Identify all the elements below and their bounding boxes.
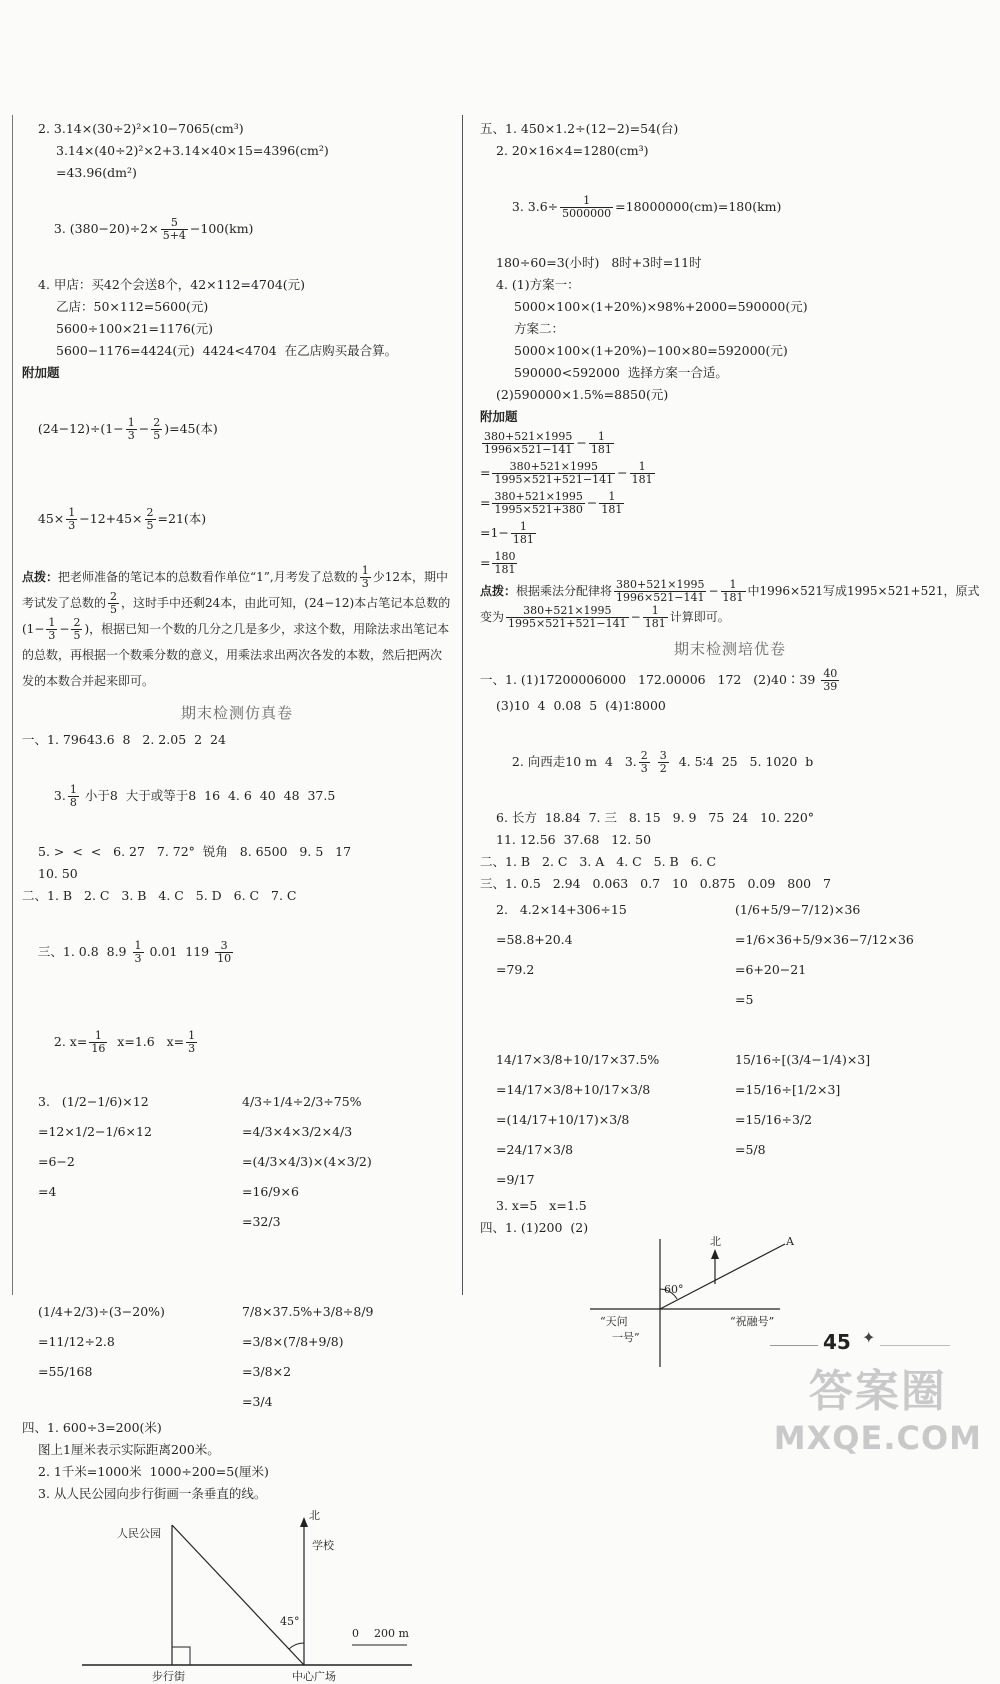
- answer-line: 5. > < < 6. 27 7. 72° 锐角 8. 6500 9. 5 17: [38, 844, 352, 859]
- calc-grid: [22, 1087, 452, 1417]
- answer-line: 四、1. (1)200 (2): [480, 1220, 589, 1235]
- park-to-center-line: [172, 1525, 304, 1665]
- answer-line: 3. 从人民公园向步行街画一条垂直的线。: [38, 1486, 267, 1501]
- answer-line: 6. 长方 18.84 7. 三 8. 15 9. 9 75 24 10. 220°: [496, 810, 815, 825]
- calc-left: 2. 4.2×14+306÷15 =58.8+20.4 =79.2 14/17×3/8+10/17×37.5% =14/17×3/8+10/17×3/8 =(14/17+10/17)×3/8 =24/17×3/8 =9/17: [496, 902, 660, 1187]
- direction-figure: 北 A 60° “天问 一号” “祝融号”: [590, 1239, 890, 1369]
- answer-line: = $\frac{380+521\times 1995}{1995\times 521+521-141}$ − $\frac{1}{181}$: [480, 460, 653, 486]
- answer-line: 5000×100×(1+20%)−100×80=592000(元): [514, 343, 788, 358]
- answer-line: 一、1. 79643.6 8 2. 2.05 2 24: [22, 732, 226, 747]
- answer-line: 3. $\frac{1}{8}$ 小于8 大于或等于8 16 4. 6 40 48 37.5: [53, 783, 336, 809]
- star-icon: ✦: [862, 1328, 876, 1347]
- answer-line: (3)10 4 0.08 5 (4)1∶8000: [496, 698, 666, 713]
- answer-line: (24−12)÷(1− $\frac{1}{3}$ − $\frac{2}{5}$ )=45(本): [37, 416, 218, 442]
- fraction: $\frac{5}{5+4}$: [162, 216, 186, 242]
- north-arrow: [300, 1517, 308, 1527]
- left-column: [22, 118, 452, 1683]
- answer-line: =43.96(dm²): [56, 165, 137, 180]
- hint-paragraph: 点拨：根据乘法分配律将 $\frac{380+521\times 1995}{1996\times 521-141}$ − $\frac{1}{181}$ 中1996×521写成1995×521+521，原式变为 $\frac{380+521\times 1995}{1995\times 521+521-141}$ − $\frac{1}{181}$ 计算即可。: [480, 578, 980, 630]
- answer-line: 3. (380−20)÷2× $\frac{5}{5+4}$ −100(km): [53, 216, 254, 242]
- hint-paragraph: 点拨：把老师准备的笔记本的总数看作单位“1”,月考发了总数的 $\frac{1}{3}$ 少12本，期中考试发了总数的 $\frac{2}{5}$ ，这时手中还剩24本，由此可知，(24−12)本占笔记本总数的(1− $\frac{1}{3}$ − $\frac{2}{5}$ )，根据已知一个数的几分之几是多少，求这个数，用除法求出笔记本的总数，再根据一个数乘分数的意义，用乘法求出两次各发的本数，然后把两次发的本数合并起来即可。: [22, 564, 451, 688]
- answer-line: 5600−1176=4424(元) 4424<4704 在乙店购买最合算。: [56, 343, 398, 358]
- angle-arc: [289, 1643, 304, 1649]
- answer-line: 5000×100×(1+20%)×98%+2000=590000(元): [514, 299, 808, 314]
- answer-line: 二、1. B 2. C 3. A 4. C 5. B 6. C: [480, 854, 717, 869]
- page-number: 45: [823, 1330, 851, 1354]
- answer-line: 图上1厘米表示实际距离200米。: [38, 1442, 220, 1457]
- section-title: 期末检测培优卷: [673, 640, 786, 658]
- answer-line: 4. 甲店：买42个会送8个，42×112=4704(元): [38, 277, 306, 292]
- column-divider: [462, 115, 463, 1295]
- answer-line: 2. 20×16×4=1280(cm³): [496, 143, 649, 158]
- answer-line: 方案二：: [514, 321, 565, 336]
- right-column: [480, 118, 980, 1369]
- north-arrow: [711, 1249, 719, 1259]
- answer-line: 45× $\frac{1}{3}$ −12+45× $\frac{2}{5}$ =21(本): [37, 506, 207, 532]
- answer-line: =1− $\frac{1}{181}$: [480, 520, 534, 546]
- answer-line: 2. x= $\frac{1}{16}$ x=1.6 x= $\frac{1}{3}$: [53, 1029, 196, 1055]
- answer-line: 2. 1千米=1000米 1000÷200=5(厘米): [38, 1464, 269, 1479]
- answer-line: 五、1. 450×1.2÷(12−2)=54(台): [480, 121, 679, 136]
- answer-line: 590000<592000 选择方案一合适。: [514, 365, 728, 380]
- calc-right: (1/6+5/9−7/12)×36 =1/6×36+5/9×36−7/12×36 =6+20−21 =5 15/16÷[(3/4−1/4)×3] =15/16÷[1/2×3] =15/16÷3/2 =5/8: [735, 902, 914, 1157]
- right-angle-mark: [172, 1647, 190, 1665]
- answer-line: 3.14×(40÷2)²×2+3.14×40×15=4396(cm²): [56, 143, 329, 158]
- answer-line: = $\frac{180}{181}$: [480, 550, 516, 576]
- answer-line: 10. 50: [38, 866, 78, 881]
- calc-right: 4/3÷1/4÷2/3÷75% =4/3×4×3/2×4/3 =(4/3×4/3)×(4×3/2) =16/9×6 =32/3 7/8×37.5%+3/8÷8/9 =3/8×(7/8+9/8) =3/8×2 =3/4: [242, 1094, 374, 1409]
- answer-line: 3. x=5 x=1.5: [496, 1198, 587, 1213]
- answer-line: 乙店：50×112=5600(元): [56, 299, 209, 314]
- watermark: 答案圈 MXQE.COM: [773, 1366, 982, 1457]
- page-rule: [770, 1345, 818, 1346]
- extra-title: 附加题: [22, 365, 60, 380]
- answer-line: 三、1. 0.5 2.94 0.063 0.7 10 0.875 0.09 800 7: [480, 876, 831, 891]
- answer-line: 三、1. 0.8 8.9 $\frac{1}{3}$ 0.01 119 $\frac{3}{10}$: [37, 939, 232, 965]
- direction-ray: [660, 1244, 785, 1309]
- answer-line: = $\frac{380+521\times 1995}{1995\times 521+380}$ − $\frac{1}{181}$: [480, 490, 623, 516]
- answer-line: 2. 向西走10 m 4 3. $\frac{2}{3}$ $\frac{3}{2}$ 4. 5∶4 25 5. 1020 b: [511, 749, 814, 775]
- map-figure: 人民公园 北 学校 45° 0 200 m 步行街 中心广场: [22, 1505, 422, 1675]
- section-title: 期末检测仿真卷: [180, 704, 293, 722]
- extra-title: 附加题: [480, 409, 518, 424]
- answer-line: 4. (1)方案一：: [496, 277, 580, 292]
- answer-line: 四、1. 600÷3=200(米): [22, 1420, 162, 1435]
- answer-line: 二、1. B 2. C 3. B 4. C 5. D 6. C 7. C: [22, 888, 297, 903]
- page-rule: [880, 1345, 950, 1346]
- answer-line: 180÷60=3(小时) 8时+3时=11时: [496, 255, 702, 270]
- answer-line: 5600÷100×21=1176(元): [56, 321, 214, 336]
- left-margin-rule: [12, 115, 13, 1295]
- answer-line: 11. 12.56 37.68 12. 50: [496, 832, 652, 847]
- calc-left: 3. (1/2−1/6)×12 =12×1/2−1/6×12 =6−2 =4 (1/4+2/3)÷(3−20%) =11/12÷2.8 =55/168: [38, 1094, 165, 1379]
- answer-line: 2. 3.14×(30÷2)²×10−7065(cm³): [38, 121, 244, 136]
- answer-line: $\frac{380+521\times 1995}{1996\times 521-141}$ − $\frac{1}{181}$: [484, 430, 612, 456]
- answer-line: (2)590000×1.5%=8850(元): [496, 387, 669, 402]
- answer-line: 3. 3.6÷ $\frac{1}{5000000}$ =18000000(cm)=180(km): [511, 194, 782, 220]
- calc-grid: [480, 895, 980, 1195]
- answer-line: 一、1. (1)17200006000 172.00006 172 (2)40∶39 $\frac{40}{39}$: [480, 667, 838, 693]
- map-drawing: [22, 1505, 422, 1675]
